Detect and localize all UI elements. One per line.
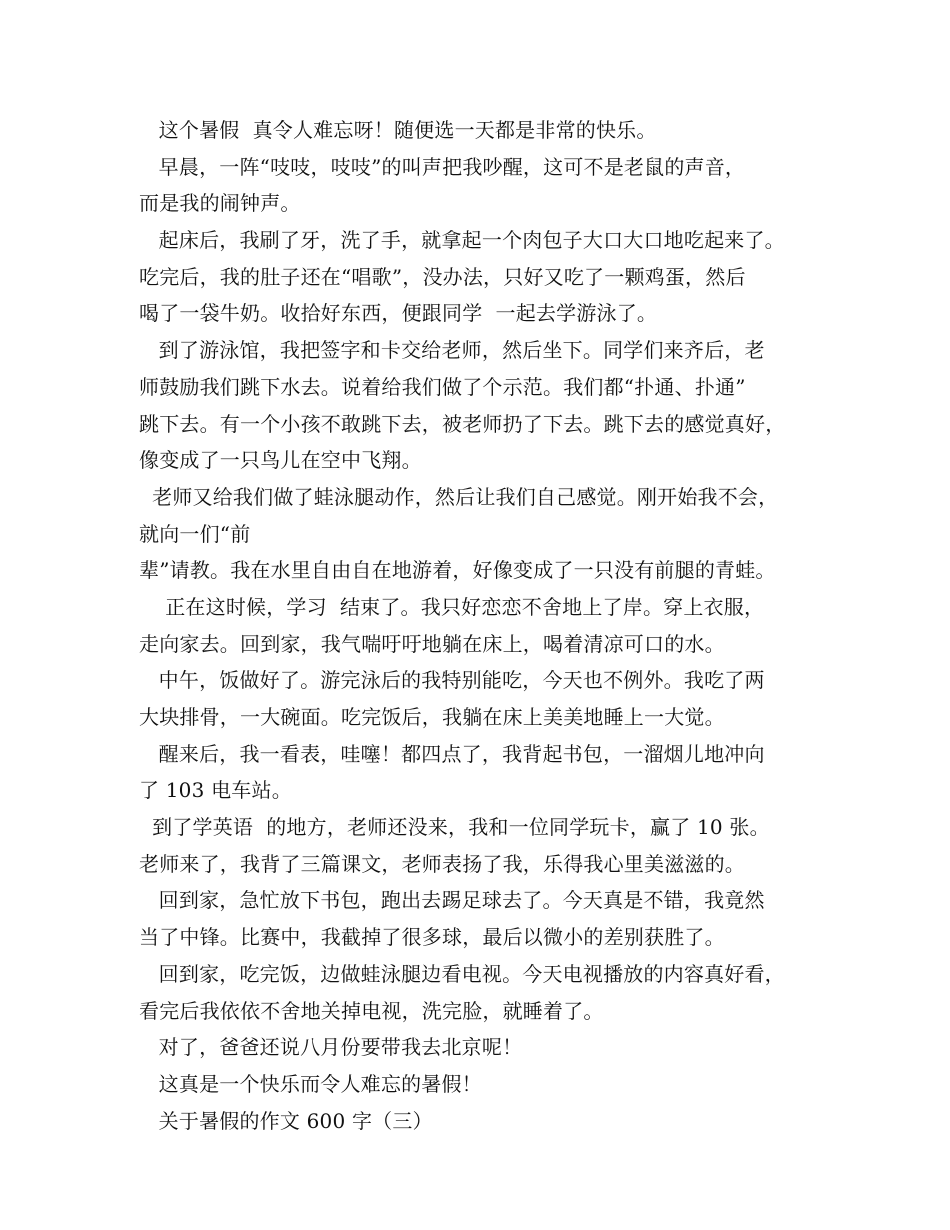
text-line: 起床后，我刷了牙，洗了手，就拿起一个肉包子大口大口地吃起来了。 [139,228,785,253]
text-line: 走向家去。回到家，我气喘吁吁地躺在床上，喝着清凉可口的水。 [139,631,725,656]
document-body [139,112,839,1139]
text-line: 像变成了一只鸟儿在空中飞翔。 [139,448,422,473]
text-line: 醒来后，我一看表，哇噻！都四点了，我背起书包，一溜烟儿地冲向 [139,741,765,766]
text-line: 对了，爸爸还说八月份要带我去北京呢！ [139,1035,523,1060]
text-line: 到了学英语 的地方，老师还没来，我和一位同学玩卡，赢了 10 张。 [139,815,770,840]
text-line: 早晨，一阵“吱吱，吱吱”的叫声把我吵醒，这可不是老鼠的声音， [139,154,746,179]
text-line: 正在这时候，学习 结束了。我只好恋恋不舍地上了岸。穿上衣服， [139,594,765,619]
text-line: 了 103 电车站。 [139,778,292,803]
text-line: 回到家，急忙放下书包，跑出去踢足球去了。今天真是不错，我竟然 [139,888,765,913]
text-line: 回到家，吃完饭，边做蛙泳腿边看电视。今天电视播放的内容真好看， [139,961,785,986]
text-line: 这真是一个快乐而令人难忘的暑假！ [139,1071,482,1096]
text-line: 中午，饭做好了。游完泳后的我特别能吃，今天也不例外。我吃了两 [139,668,765,693]
text-line: 跳下去。有一个小孩不敢跳下去，被老师扔了下去。跳下去的感觉真好， [139,411,786,436]
text-line: 大块排骨，一大碗面。吃完饭后，我躺在床上美美地睡上一大觉。 [139,705,725,729]
text-line: 辈”请教。我在水里自由自在地游着，好像变成了一只没有前腿的青蛙。 [139,558,776,583]
text-line: 师鼓励我们跳下水去。说着给我们做了个示范。我们都“扑通、扑通” [139,374,746,399]
text-line: 老师来了，我背了三篇课文，老师表扬了我，乐得我心里美滋滋的。 [139,851,745,876]
text-line: 而是我的闹钟声。 [139,191,301,216]
text-line: 到了游泳馆，我把签字和卡交给老师，然后坐下。同学们来齐后，老 [139,338,765,363]
section-heading: 关于暑假的作文 600 字（三） [139,1108,433,1133]
text-line: 老师又给我们做了蛙泳腿动作，然后让我们自己感觉。刚开始我不会， [139,484,779,509]
text-line: 吃完后，我的肚子还在“唱歌”，没办法，只好又吃了一颗鸡蛋，然后 [139,264,746,289]
text-line: 看完后我依依不舍地关掉电视，洗完脸，就睡着了。 [139,998,604,1023]
text-line: 这个暑假 真令人难忘呀！随便选一天都是非常的快乐。 [139,118,657,142]
text-line: 就向一们“前 [139,521,251,546]
text-line: 当了中锋。比赛中，我截掉了很多球，最后以微小的差别获胜了。 [139,925,725,950]
text-line: 喝了一袋牛奶。收拾好东西，便跟同学 一起去学游泳了。 [139,301,658,326]
